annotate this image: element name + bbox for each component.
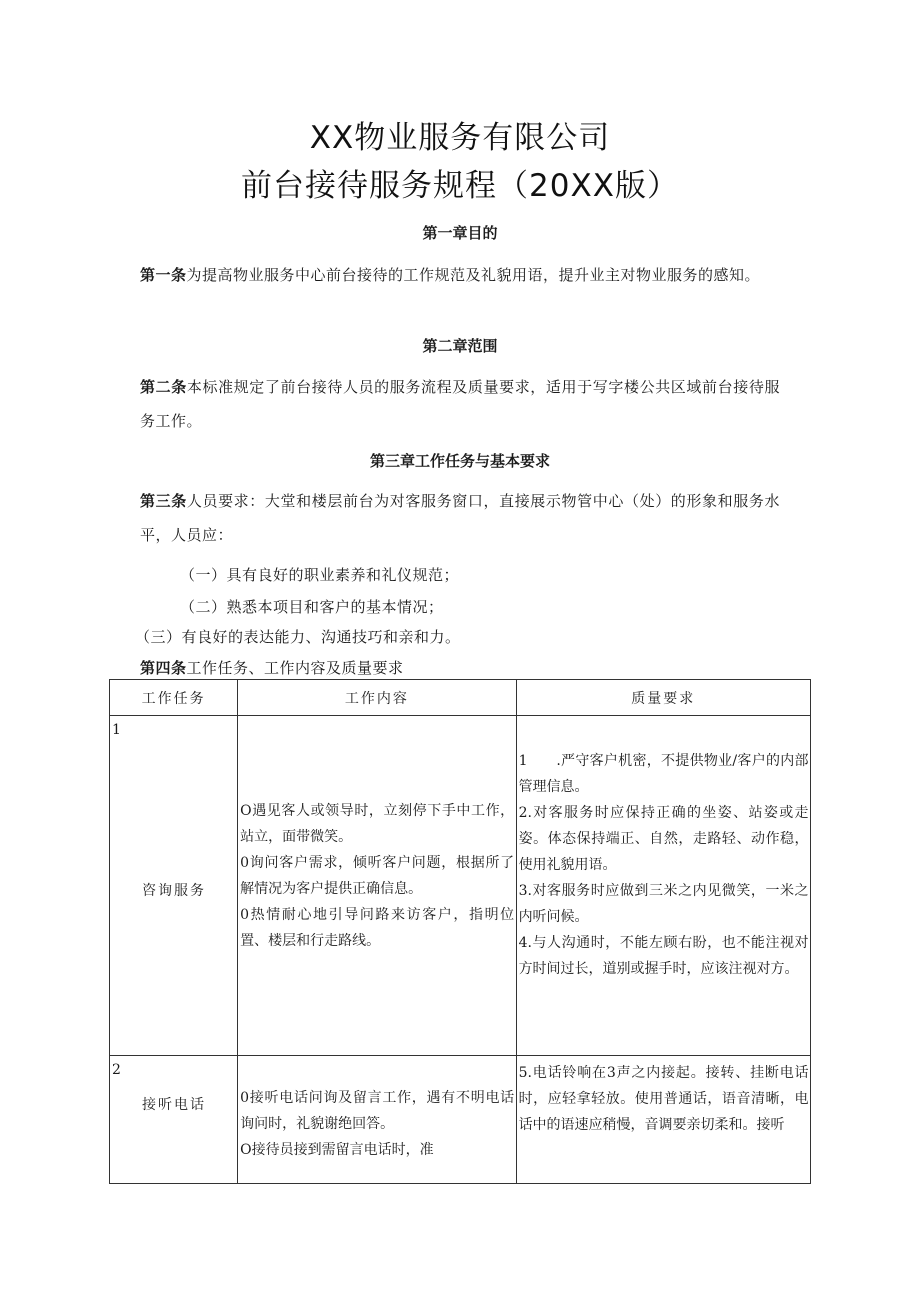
row-2-task-cell: [110, 1056, 238, 1184]
task-table: [109, 679, 811, 1184]
row-2-content-cell: [238, 1056, 516, 1184]
article-4-text: 工作任务、工作内容及质量要求: [186, 659, 404, 677]
article-1-text: 为提高物业服务中心前台接待的工作规范及礼貌用语，提升业主对物业服务的感知。: [186, 266, 761, 284]
table-header-row: [110, 680, 811, 716]
article-3: [140, 484, 780, 552]
document-title: 前台接待服务规程（20XX版）: [241, 168, 679, 204]
content-line: O遇见客人或领导时，立刻停下手中工作，站立，面带微笑。: [240, 803, 515, 845]
header-task: 工作任务: [110, 680, 238, 716]
header-content: 工作内容: [238, 680, 516, 716]
quality-line: 5.电话铃响在3声之内接起。接转、挂断电话时，应轻拿轻放。使用普通话，语音清晰，电话中的语速应稍慢，音调要亲切柔和。接听: [518, 1065, 809, 1133]
header-quality: 质量要求: [516, 680, 810, 716]
quality-line: 2.对客服务时应保持正确的坐姿、站姿或走姿。体态保持端正、自然，走路轻、动作稳，使用礼貌用语。: [518, 805, 809, 873]
article-3-text: 人员要求：大堂和楼层前台为对客服务窗口，直接展示物管中心（处）的形象和服务水平，人员应：: [140, 492, 780, 544]
article-4-label: 第四条: [140, 659, 187, 677]
requirement-item-2: （二）熟悉本项目和客户的基本情况；: [180, 598, 444, 616]
content-line: 0询问客户需求，倾听客户问题，根据所了解情况为客户提供正确信息。: [240, 855, 515, 897]
quality-line: 3.对客服务时应做到三米之内见微笑，一米之内听问候。: [518, 883, 809, 925]
row-1-content-cell: [238, 716, 516, 1056]
row-1-quality-cell: [516, 716, 810, 1056]
requirement-item-1: （一）具有良好的职业素养和礼仪规范；: [180, 566, 460, 584]
quality-line: 4.与人沟通时，不能左顾右盼，也不能注视对方时间过长，道别或握手时，应该注视对方。: [518, 935, 809, 977]
chapter-2-heading: 第二章范围: [422, 337, 498, 355]
content-text: [240, 798, 514, 954]
content-line: 0热情耐心地引导问路来访客户，指明位置、楼层和行走路线。: [240, 907, 515, 949]
requirement-item-3: （三）有良好的表达能力、沟通技巧和亲和力。: [135, 628, 461, 646]
quality-text: [519, 1060, 809, 1138]
article-1-label: 第一条: [140, 266, 187, 284]
company-title: XX物业服务有限公司: [309, 120, 611, 156]
content-text: [240, 1085, 514, 1163]
row-2-quality-cell: [516, 1056, 810, 1184]
article-1: [140, 258, 780, 292]
article-4: [140, 657, 404, 678]
article-2: [140, 370, 780, 438]
article-2-label: 第二条: [140, 378, 187, 396]
chapter-3-heading: 第三章工作任务与基本要求: [369, 452, 550, 470]
chapter-1-heading: 第一章目的: [422, 224, 498, 242]
quality-line: 1 .严守客户机密，不提供物业/客户的内部管理信息。: [518, 753, 809, 795]
row-number: 2: [112, 1062, 121, 1078]
article-2-text: 本标准规定了前台接待人员的服务流程及质量要求，适用于写字楼公共区域前台接待服务工作。: [140, 378, 780, 430]
task-name: 咨询服务: [142, 883, 206, 899]
table-row: [110, 1056, 811, 1184]
content-line: O接待员接到需留言电话时，准: [240, 1142, 434, 1158]
row-1-task-cell: [110, 716, 238, 1056]
content-line: 0接听电话问询及留言工作，遇有不明电话询问时，礼貌谢绝回答。: [240, 1090, 515, 1132]
task-name: 接听电话: [142, 1097, 206, 1113]
quality-text: [519, 748, 809, 982]
row-number: 1: [112, 722, 121, 738]
table-row: [110, 716, 811, 1056]
article-3-label: 第三条: [140, 492, 187, 510]
